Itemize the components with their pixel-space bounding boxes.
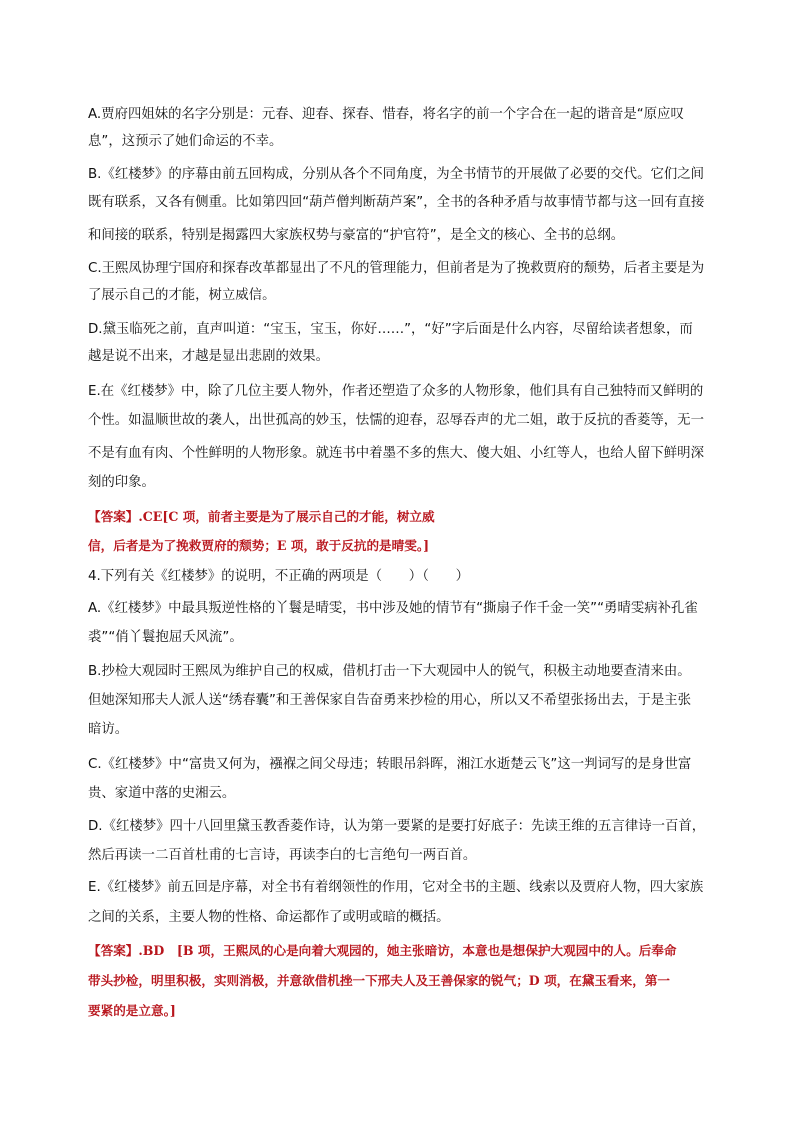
q3-option-d-line-2: 越是说不出来，才越是显出悲剧的效果。 [88, 349, 330, 364]
q3-option-e-line-1: E.在《红楼梦》中，除了几位主要人物外，作者还塑造了众多的人物形象，他们具有自己独特而又鲜明的 [88, 384, 704, 399]
q4-answer-line-2: 带头抄检，明里积极，实则消极，并意欲借机挫一下邢夫人及王善保家的锐气；D 项，在黛玉看来，第一 [88, 973, 671, 988]
q4-option-d-line-1: D.《红楼梦》四十八回里黛玉教香菱作诗，认为第一要紧的是要打好底子：先读王维的五言律诗一百首， [88, 819, 706, 834]
q3-option-c-line-2: 了展示自己的才能，树立威信。 [88, 288, 276, 303]
q3-answer-line-1: 【答案】.CE[C 项，前者主要是为了展示自己的才能，树立威 [88, 509, 435, 524]
q4-stem: 4.下列有关《红楼梦》的说明，不正确的两项是（ ）（ ） [88, 569, 470, 584]
q4-option-a-line-1: A.《红楼梦》中最具叛逆性格的丫鬟是晴雯，书中涉及她的情节有“撕扇子作千金一笑”“勇晴雯病补孔雀 [88, 601, 698, 616]
q3-option-a-line-1: A.贾府四姐妹的名字分别是：元春、迎春、探春、惜春，将名字的前一个字合在一起的谐音是“原应叹 [88, 107, 684, 122]
q3-option-e-line-4: 刻的印象。 [88, 475, 155, 490]
q3-answer-line-2: 信，后者是为了挽救贾府的颓势；E 项，敢于反抗的是晴雯。] [88, 538, 430, 553]
q4-option-c-line-2: 贵、家道中落的史湘云。 [88, 786, 236, 801]
q4-option-d-line-2: 然后再读一二百首杜甫的七言诗，再读李白的七言绝句一两百首。 [88, 848, 477, 863]
q3-option-c-line-1: C.王熙凤协理宁国府和探春改革都显出了不凡的管理能力，但前者是为了挽救贾府的颓势，后者主要是为 [88, 261, 705, 276]
q4-option-e-line-2: 之间的关系，主要人物的性格、命运都作了或明或暗的概括。 [88, 910, 450, 925]
q4-option-c-line-1: C.《红楼梦》中“富贵又何为，襁褓之间父母违；转眼吊斜晖，湘江水逝楚云飞”这一判词写的是身世富 [88, 757, 692, 772]
q3-option-b-line-1: B.《红楼梦》的序幕由前五回构成，分别从各个不同角度，为全书情节的开展做了必要的交代。它们之间 [88, 167, 705, 182]
q4-answer-line-1: 【答案】.BD [B 项，王熙凤的心是向着大观园的，她主张暗访，本意也是想保护大观园中的人。后奉命 [88, 943, 677, 958]
q3-option-a-line-2: 息”，这预示了她们命运的不幸。 [88, 134, 283, 149]
q4-option-b-line-1: B.抄检大观园时王熙凤为维护自己的权威，借机打击一下大观园中人的锐气，积极主动地要查清来由。 [88, 664, 691, 679]
q3-option-b-line-3: 和间接的联系，特别是揭露四大家族权势与豪富的“护官符”，是全文的核心、全书的总纲。 [88, 228, 625, 243]
q4-option-b-line-2: 但她深知邢夫人派人送“绣春囊”和王善保家自告奋勇来抄检的用心，所以又不希望张扬出去，于是主张 [88, 693, 692, 708]
q4-option-b-line-3: 暗访。 [88, 722, 129, 737]
q3-option-b-line-2: 既有联系，又各有侧重。比如第四回“葫芦僧判断葫芦案”，全书的各种矛盾与故事情节都与这一回有直接 [88, 195, 705, 210]
q4-option-e-line-1: E.《红楼梦》前五回是序幕，对全书有着纲领性的作用，它对全书的主题、线索以及贾府人物，四大家族 [88, 880, 704, 895]
q3-option-e-line-2: 个性。如温顺世故的袭人，出世孤高的妙玉，怯懦的迎春，忍辱吞声的尤二姐，敢于反抗的香菱等，无一 [88, 413, 704, 428]
q3-option-e-line-3: 不是有血有肉、个性鲜明的人物形象。就连书中着墨不多的焦大、傻大姐、小红等人，也给人留下鲜明深 [88, 446, 704, 461]
q4-option-a-line-2: 裘”“俏丫鬟抱屈夭风流”。 [88, 630, 243, 645]
q3-option-d-line-1: D.黛玉临死之前，直声叫道：“宝玉，宝玉，你好……”，“好”字后面是什么内容，尽留给读者想象，而 [88, 322, 693, 337]
q4-answer-line-3: 要紧的是立意。] [88, 1003, 176, 1018]
